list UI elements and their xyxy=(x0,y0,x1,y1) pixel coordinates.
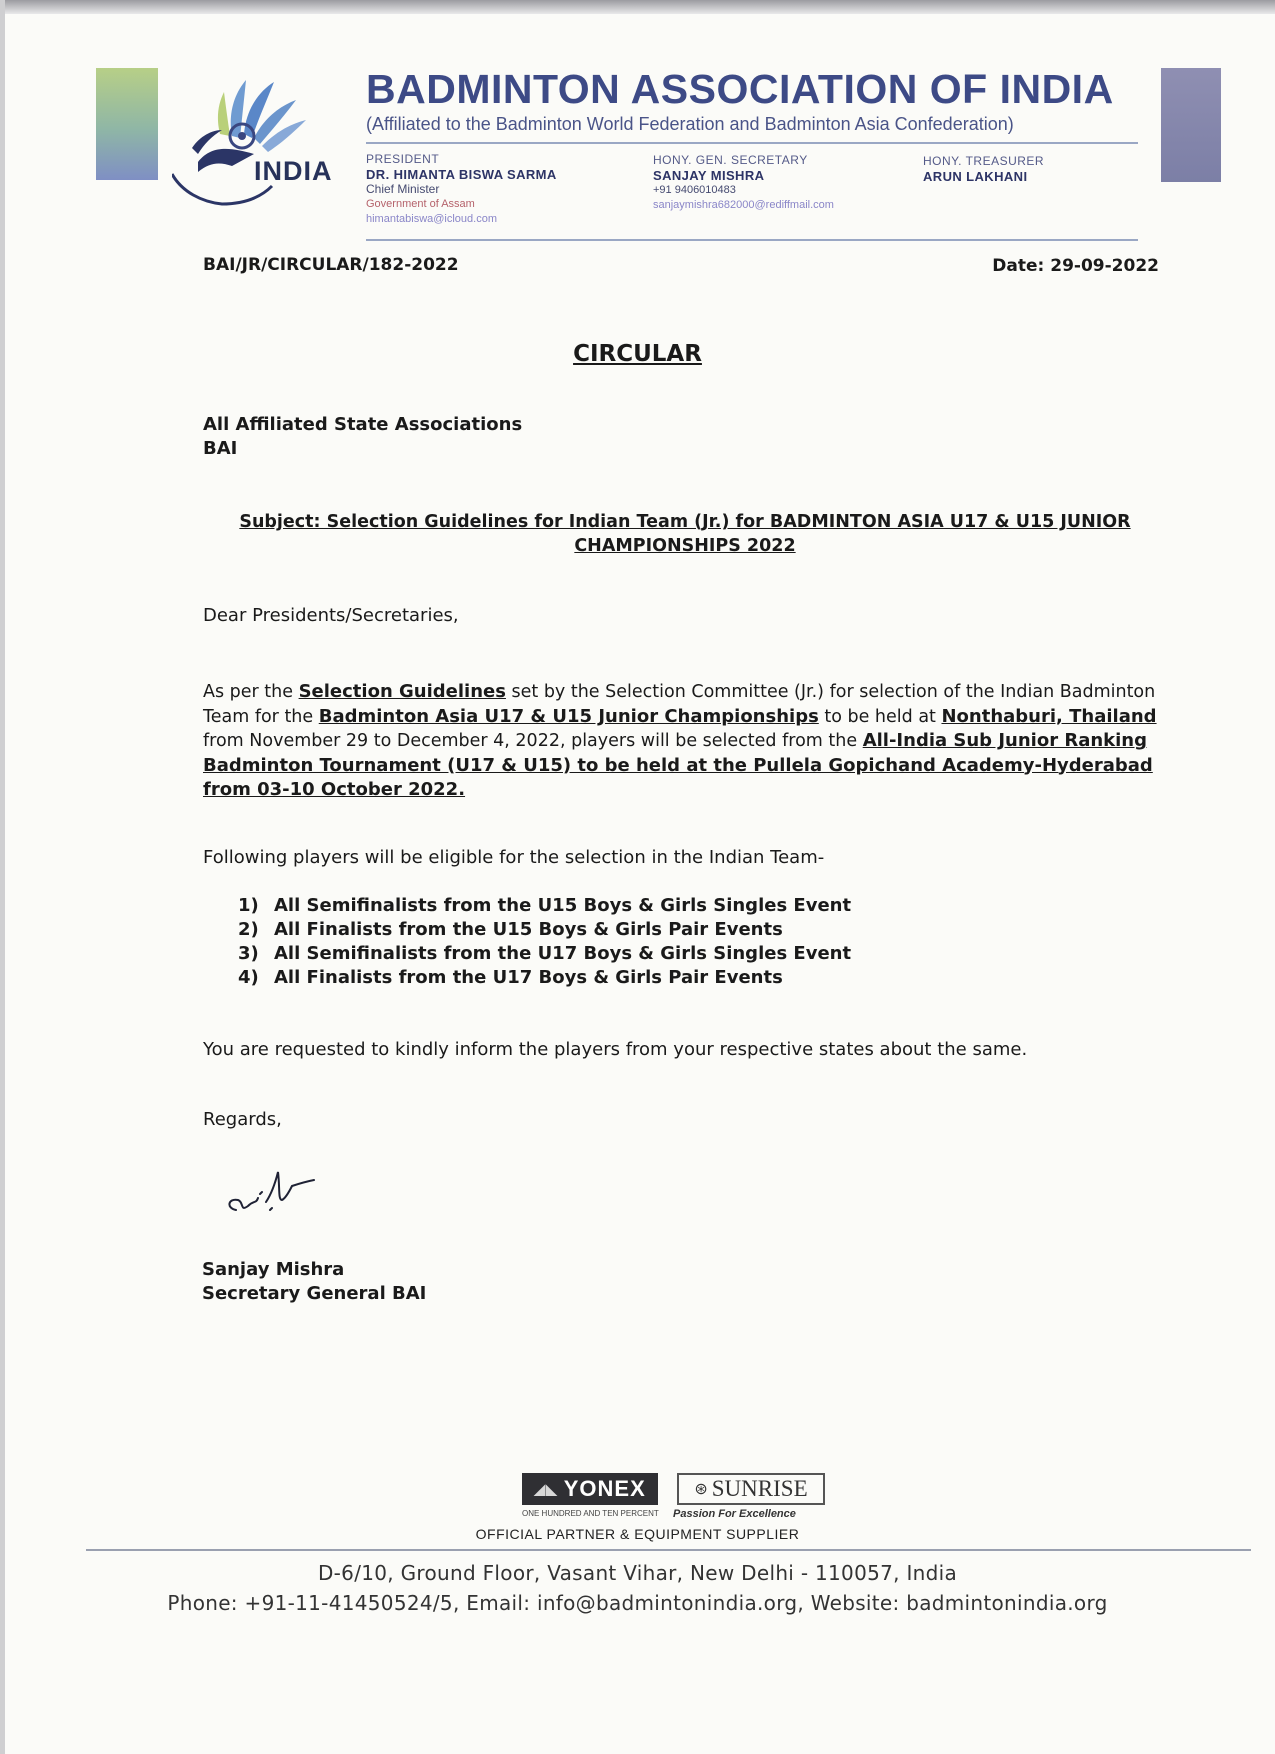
list-text: All Finalists from the U15 Boys & Girls Pair Events xyxy=(274,919,783,940)
closing-regards: Regards, xyxy=(203,1109,282,1130)
reference-number: BAI/JR/CIRCULAR/182-2022 xyxy=(203,255,459,275)
officer-name: SANJAY MISHRA xyxy=(653,168,765,183)
list-text: All Finalists from the U17 Boys & Girls Pair Events xyxy=(274,967,783,988)
letterhead-color-bar-right xyxy=(1161,68,1221,182)
body-text: to be held at xyxy=(818,706,942,727)
officer-title: Chief Minister xyxy=(366,182,440,196)
logo-wordmark: INDIA xyxy=(254,156,333,186)
request-line: You are requested to kindly inform the players from your respective states about the same. xyxy=(203,1039,1028,1060)
sunrise-mark-icon: ⊛ xyxy=(694,1481,708,1498)
organization-name: BADMINTON ASSOCIATION OF INDIA xyxy=(366,66,1114,112)
header-rule-top xyxy=(366,142,1138,144)
list-item xyxy=(238,918,851,942)
yonex-tagline: ONE HUNDRED AND TEN PERCENT xyxy=(522,1509,659,1518)
officer-organization: Government of Assam xyxy=(366,198,475,210)
sunrise-logo xyxy=(677,1473,825,1505)
footer-contact: Phone: +91-11-41450524/5, Email: info@badmintonindia.org, Website: badmintonindia.org xyxy=(167,1591,1108,1615)
addressee-line: BAI xyxy=(203,438,238,459)
yonex-mark-icon: ◢◣ xyxy=(534,1480,558,1497)
list-number: 4) xyxy=(238,967,259,988)
partner-line: OFFICIAL PARTNER & EQUIPMENT SUPPLIER xyxy=(475,1526,800,1542)
list-text: All Semifinalists from the U15 Boys & Girls Singles Event xyxy=(274,895,852,916)
officer-name: DR. HIMANTA BISWA SARMA xyxy=(366,167,557,182)
signer-name: Sanjay Mishra xyxy=(202,1259,345,1280)
list-text: All Semifinalists from the U17 Boys & Girls Singles Event xyxy=(274,943,852,964)
eligibility-list xyxy=(238,894,851,990)
officer-name: ARUN LAKHANI xyxy=(923,169,1028,184)
addressee-line: All Affiliated State Associations xyxy=(203,414,523,435)
officer-role: HONY. GEN. SECRETARY xyxy=(653,153,808,167)
salutation: Dear Presidents/Secretaries, xyxy=(203,605,459,626)
officer-email: sanjaymishra682000@rediffmail.com xyxy=(653,199,834,211)
body-paragraph xyxy=(203,680,1168,803)
yonex-wordmark: YONEX xyxy=(563,1476,646,1501)
organization-affiliation: (Affiliated to the Badminton World Federation and Badminton Asia Confederation) xyxy=(366,114,1014,134)
body-text: set by the Selection Committee (Jr.) for selection of the Indian Badminton Team for the xyxy=(203,682,1156,727)
body-emphasis: Nonthaburi, Thailand xyxy=(941,705,1157,727)
officer-treasurer xyxy=(923,154,1044,184)
officer-role: HONY. TREASURER xyxy=(923,154,1045,168)
signatory xyxy=(202,1258,426,1306)
list-item xyxy=(238,966,851,990)
officer-president xyxy=(366,152,557,227)
list-number: 3) xyxy=(238,943,259,964)
body-emphasis: All-India Sub Junior Ranking Badminton Tournament (U17 & U15) to be held at the Pullela Gopichand Academy-Hyderabad from 03-10 October 2022. xyxy=(203,730,1153,800)
list-item xyxy=(238,942,851,966)
letter-date: Date: 29-09-2022 xyxy=(992,256,1159,276)
bai-logo-icon xyxy=(172,74,352,214)
list-number: 1) xyxy=(238,895,259,916)
officer-secretary xyxy=(653,153,834,213)
footer-rule xyxy=(86,1549,1251,1551)
body-text: from November 29 to December 4, 2022, players will be selected from the xyxy=(203,731,863,751)
body-text: As per the xyxy=(203,682,299,702)
body-emphasis: Badminton Asia U17 & U15 Junior Championships xyxy=(318,705,819,727)
header-rule-bottom xyxy=(366,239,1138,241)
list-number: 2) xyxy=(238,919,259,940)
subject-line: Subject: Selection Guidelines for Indian Team (Jr.) for BADMINTON ASIA U17 & U15 JUNIOR CHAMPIONSHIPS 2022 xyxy=(239,512,1131,556)
page-title: CIRCULAR xyxy=(573,341,702,367)
officer-email: himantabiswa@icloud.com xyxy=(366,213,498,225)
scan-edge-top xyxy=(0,0,1275,14)
list-item xyxy=(238,894,851,918)
scan-edge-left xyxy=(0,0,5,1754)
handwritten-signature xyxy=(218,1158,338,1228)
body-emphasis: Selection Guidelines xyxy=(298,681,506,702)
yonex-logo xyxy=(522,1473,658,1505)
signer-designation: Secretary General BAI xyxy=(202,1283,427,1304)
footer-address: D-6/10, Ground Floor, Vasant Vihar, New Delhi - 110057, India xyxy=(317,1561,958,1585)
addressee xyxy=(203,413,522,461)
eligibility-intro: Following players will be eligible for the selection in the Indian Team- xyxy=(203,847,825,868)
sunrise-tagline: Passion For Excellence xyxy=(673,1508,796,1520)
letterhead-color-bar-left xyxy=(96,68,158,180)
sunrise-wordmark: SUNRISE xyxy=(711,1476,808,1501)
officer-role: PRESIDENT xyxy=(366,152,440,166)
officer-phone: +91 9406010483 xyxy=(653,184,736,196)
